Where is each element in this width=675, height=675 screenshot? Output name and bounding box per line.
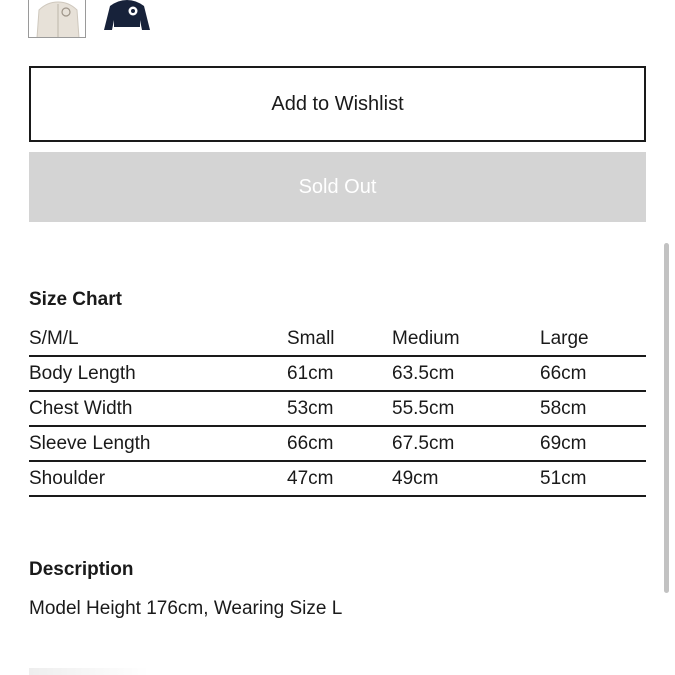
jacket-navy-thumbnail [98,0,156,38]
size-value: 63.5cm [392,356,540,391]
thumbnail-cream-jacket[interactable] [28,0,86,38]
table-row [29,391,646,426]
measurement-label: Shoulder [29,461,287,496]
size-value: 47cm [287,461,392,496]
measurement-label: Sleeve Length [29,426,287,461]
table-row [29,356,646,391]
add-to-wishlist-button[interactable]: Add to Wishlist [29,66,646,142]
measurement-label: Body Length [29,356,287,391]
thumbnail-navy-jacket[interactable] [98,0,156,38]
size-value: 67.5cm [392,426,540,461]
table-row [29,426,646,461]
cutoff-content [29,668,149,675]
header-cell: Small [287,322,392,356]
size-chart-table [29,322,646,497]
description-title: Description [29,559,134,580]
size-value: 58cm [540,391,646,426]
size-value: 66cm [540,356,646,391]
size-chart-header-row [29,322,646,356]
table-row [29,461,646,496]
header-cell: Large [540,322,646,356]
size-value: 51cm [540,461,646,496]
size-value: 49cm [392,461,540,496]
product-thumbnails [28,0,156,40]
size-value: 69cm [540,426,646,461]
measurement-label: Chest Width [29,391,287,426]
description-text: Model Height 176cm, Wearing Size L [29,598,343,619]
sold-out-button: Sold Out [29,152,646,222]
size-value: 55.5cm [392,391,540,426]
jacket-cream-thumbnail [29,0,86,38]
size-value: 66cm [287,426,392,461]
size-value: 53cm [287,391,392,426]
size-value: 61cm [287,356,392,391]
scrollbar[interactable] [664,243,669,593]
size-chart-title: Size Chart [29,289,122,310]
header-cell: S/M/L [29,322,287,356]
header-cell: Medium [392,322,540,356]
